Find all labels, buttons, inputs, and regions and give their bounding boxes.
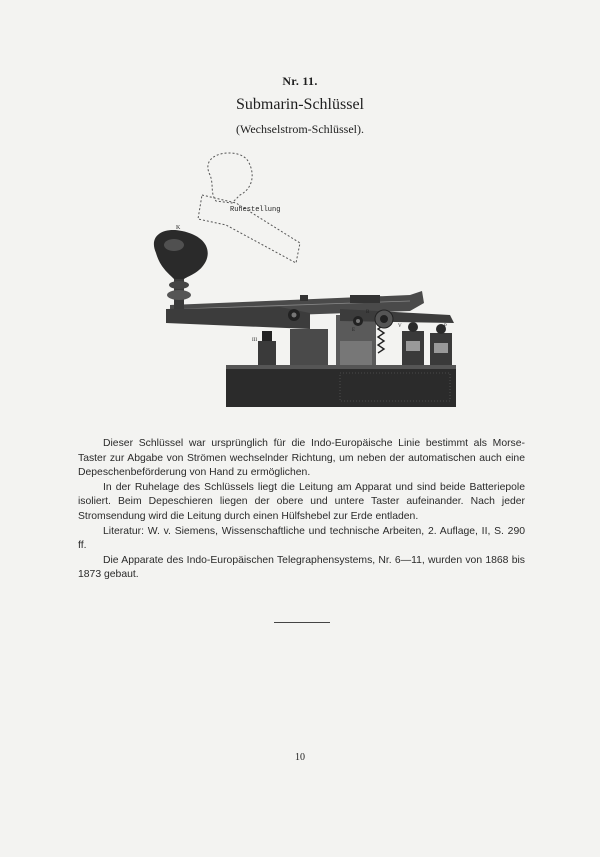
description-text <box>78 437 525 583</box>
section-divider <box>274 622 330 623</box>
telegraph-key-illustration <box>140 145 470 415</box>
label-b: B <box>366 310 370 315</box>
center-post <box>290 329 328 365</box>
label-e: E <box>352 328 356 333</box>
item-number: Nr. 11. <box>282 74 318 88</box>
paragraph-purpose: Dieser Schlüssel war ursprünglich für die Indo-Europäische Linie bestimmt als Morse-Taster zur Abgabe von Strömen wechselnder Richtung, um neben der automatischen auch eine Depeschenbeförderung von Hand zu ermöglichen. <box>78 438 525 479</box>
paragraph-literature: Literatur: W. v. Siemens, Wissenschaftliche und technische Arbeiten, 2. Auflage, II, S. 290 ff. <box>78 525 525 552</box>
label-p: P <box>444 324 447 329</box>
rest-position-knob-outline <box>208 153 252 203</box>
lower-lever <box>166 307 310 329</box>
page-number: 10 <box>295 752 305 763</box>
label-v: V <box>398 324 402 329</box>
label-k: K <box>176 225 181 231</box>
label-iii: III <box>252 338 257 343</box>
rest-position-label: Ruhestellung <box>230 206 281 214</box>
terminal-post-left <box>258 341 276 365</box>
knob <box>154 230 208 279</box>
paragraph-operation: In der Ruhelage des Schlüssels liegt die Leitung am Apparat und sind beide Batteriepole isoliert. Beim Depeschieren liegen der obere und untere Taster aufeinander. Nach jeder Stromsendung wird die Leitung durch einen Hülfshebel zur Erde entladen. <box>78 481 525 522</box>
paragraph-construction-years: Die Apparate des Indo-Europäischen Telegraphensystems, Nr. 6—11, wurden von 1868 bis 1873 gebaut. <box>78 554 525 581</box>
page-subtitle: (Wechselstrom-Schlüssel). <box>235 122 364 136</box>
page-title: Submarin-Schlüssel <box>236 96 364 113</box>
